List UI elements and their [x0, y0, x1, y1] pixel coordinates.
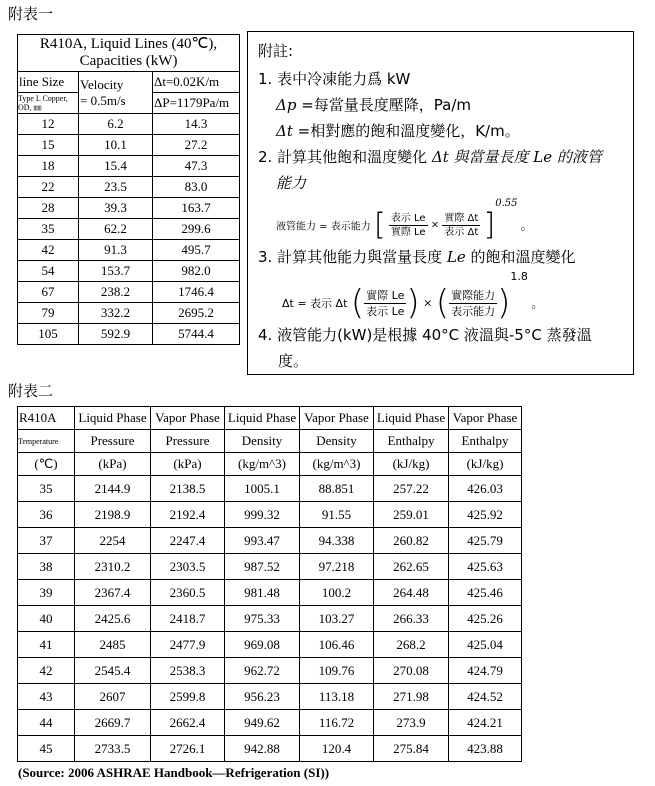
table-cell: 45: [18, 736, 75, 762]
frac-den-le: 實際 Le: [390, 226, 426, 238]
table-cell: 975.33: [225, 606, 300, 632]
table-cell: 268.2: [374, 632, 449, 658]
table-cell: 425.92: [449, 502, 522, 528]
table-cell-cap: 5744.4: [153, 324, 240, 345]
table-cell: 2599.8: [151, 684, 225, 710]
table-cell: 116.72: [300, 710, 374, 736]
table-cell: 2367.4: [75, 580, 151, 606]
header-cell: Pressure: [151, 430, 225, 453]
table-cell: 106.46: [300, 632, 374, 658]
header-row: [18, 407, 522, 430]
table-cell-cap: 299.6: [153, 219, 240, 240]
fraction-le-2: [364, 288, 406, 319]
r410a-properties-table: [17, 406, 522, 762]
table-cell: 120.4: [300, 736, 374, 762]
header-cell: Liquid Phase: [75, 407, 151, 430]
note-1-dt: [276, 120, 520, 141]
table-cell: 949.62: [225, 710, 300, 736]
table-cell-size: 22: [18, 177, 79, 198]
bracket-close: ]: [483, 207, 496, 243]
table-cell-velocity: 6.2: [79, 114, 153, 135]
table-cell-size: 105: [18, 324, 79, 345]
formula-1-end: 。: [520, 218, 533, 233]
table-cell: 969.08: [225, 632, 300, 658]
table-cell-size: 67: [18, 282, 79, 303]
table-row: [18, 684, 522, 710]
table1-title: R410A, Liquid Lines (40℃), Capacities (kW): [18, 35, 240, 72]
dp-text: =每當量長度壓降，Pa/m: [296, 96, 472, 114]
table-cell: 275.84: [374, 736, 449, 762]
table-cell-cap: 495.7: [153, 240, 240, 261]
table-cell-size: 28: [18, 198, 79, 219]
table-cell: 273.9: [374, 710, 449, 736]
times-sign-2: ×: [423, 296, 433, 310]
header-cell: (kPa): [151, 453, 225, 476]
table-cell: 2425.6: [75, 606, 151, 632]
header-cell: Temperature: [18, 430, 75, 453]
header-row: [18, 430, 522, 453]
header-cell: Density: [225, 430, 300, 453]
table-row: [18, 554, 522, 580]
table-cell: 981.48: [225, 580, 300, 606]
note-2-b: Δt 與當量長度 Le 的液管: [431, 148, 602, 166]
fraction-cap: [449, 288, 497, 319]
table-cell: 270.08: [374, 658, 449, 684]
table-cell: 987.52: [225, 554, 300, 580]
col-line-size: line Size: [18, 72, 79, 93]
table-row: [18, 198, 240, 219]
bracket-open: [: [373, 207, 386, 243]
table-cell: 2538.3: [151, 658, 225, 684]
header-cell: Pressure: [75, 430, 151, 453]
dt-text: =相對應的飽和溫度變化，K/m。: [292, 122, 520, 140]
table-cell: 2144.9: [75, 476, 151, 502]
table-cell-cap: 2695.2: [153, 303, 240, 324]
table-cell: 993.47: [225, 528, 300, 554]
table-cell: 2360.5: [151, 580, 225, 606]
paren-open-2: (: [435, 283, 450, 323]
fraction-le: [389, 212, 428, 239]
table-cell: 97.218: [300, 554, 374, 580]
table-row: [18, 606, 522, 632]
frac2-den-cap: 表示能力: [451, 304, 496, 318]
table-row: [18, 580, 522, 606]
table-row: [18, 240, 240, 261]
header-cell: R410A: [18, 407, 75, 430]
table-cell-velocity: 592.9: [79, 324, 153, 345]
table-cell: 88.851: [300, 476, 374, 502]
table-row: [18, 476, 522, 502]
header-cell: Density: [300, 430, 374, 453]
table-cell: 2607: [75, 684, 151, 710]
header-cell: (kPa): [75, 453, 151, 476]
note-3-b: Le: [446, 248, 466, 266]
table-row: [18, 632, 522, 658]
heading-appendix-2: 附表二: [8, 382, 54, 400]
header-cell: Vapor Phase: [151, 407, 225, 430]
note-2-a: 2. 計算其他飽和溫度變化: [258, 148, 432, 166]
table-cell: 100.2: [300, 580, 374, 606]
table-row: [18, 736, 522, 762]
table-cell: 91.55: [300, 502, 374, 528]
formula-2-lhs: Δt = 表示 Δt: [282, 297, 348, 310]
exponent-18: 1.8: [510, 270, 528, 283]
table-cell: 1005.1: [225, 476, 300, 502]
header-row: [18, 453, 522, 476]
col-subtitle: Type L Copper, OD, ㎜: [18, 93, 79, 114]
col-velocity: [79, 72, 153, 114]
table-row: [18, 528, 522, 554]
table-cell: 37: [18, 528, 75, 554]
table-cell: 424.79: [449, 658, 522, 684]
note-4-b: 度。: [278, 352, 309, 370]
note-1-dp: [276, 94, 471, 115]
frac2-num-le: 實際 Le: [366, 288, 405, 302]
table-cell: 2192.4: [151, 502, 225, 528]
table-cell: 43: [18, 684, 75, 710]
header-cell: Enthalpy: [374, 430, 449, 453]
notes-title: 附註:: [258, 42, 294, 60]
table-cell: 942.88: [225, 736, 300, 762]
notes-box: [247, 31, 634, 375]
table-cell-cap: 1746.4: [153, 282, 240, 303]
table-cell: 425.63: [449, 554, 522, 580]
table-cell-size: 42: [18, 240, 79, 261]
paren-close-1: ): [406, 283, 420, 323]
table-cell: 2303.5: [151, 554, 225, 580]
table-row: [18, 303, 240, 324]
fraction-dt: [442, 212, 480, 239]
table-cell: 2545.4: [75, 658, 151, 684]
table-cell: 103.27: [300, 606, 374, 632]
header-cell: Vapor Phase: [449, 407, 522, 430]
table-cell: 2485: [75, 632, 151, 658]
heading-appendix-1: 附表一: [8, 5, 54, 23]
table-cell: 2310.2: [75, 554, 151, 580]
table-cell: 35: [18, 476, 75, 502]
header-cell: (kJ/kg): [449, 453, 522, 476]
table-cell: 962.72: [225, 658, 300, 684]
header-cell: Vapor Phase: [300, 407, 374, 430]
table-row: [18, 135, 240, 156]
table-cell: 999.32: [225, 502, 300, 528]
header-cell: (kg/m^3): [300, 453, 374, 476]
table-cell: 424.52: [449, 684, 522, 710]
table-cell: 956.23: [225, 684, 300, 710]
table-cell: 2418.7: [151, 606, 225, 632]
table-cell: 36: [18, 502, 75, 528]
table-cell-velocity: 10.1: [79, 135, 153, 156]
table-cell: 39: [18, 580, 75, 606]
liquid-line-capacity-table: [17, 34, 240, 345]
table-row: [18, 114, 240, 135]
table-cell: 266.33: [374, 606, 449, 632]
table-cell-size: 79: [18, 303, 79, 324]
col-velocity-line1: Velocity: [80, 76, 124, 92]
table-cell: 423.88: [449, 736, 522, 762]
table-cell: 113.18: [300, 684, 374, 710]
header-cell: (kJ/kg): [374, 453, 449, 476]
table-row: [18, 710, 522, 736]
frac2-num-cap: 實際能力: [451, 288, 496, 302]
table-cell: 2662.4: [151, 710, 225, 736]
table-cell: 2198.9: [75, 502, 151, 528]
table-cell: 2669.7: [75, 710, 151, 736]
table-cell-velocity: 238.2: [79, 282, 153, 303]
table-cell: 260.82: [374, 528, 449, 554]
header-cell: Liquid Phase: [225, 407, 300, 430]
table-row: [18, 282, 240, 303]
times-sign: ×: [430, 219, 440, 231]
table2-body: [18, 407, 522, 762]
table-cell-size: 35: [18, 219, 79, 240]
note-2: [258, 146, 602, 167]
table-cell-velocity: 62.2: [79, 219, 153, 240]
table-cell-velocity: 39.3: [79, 198, 153, 219]
table-cell: 2254: [75, 528, 151, 554]
note-2-c: 能力: [276, 174, 307, 192]
table-row: [18, 658, 522, 684]
table1-body: [18, 114, 240, 345]
formula-2-end: 。: [531, 296, 544, 311]
table-cell: 2726.1: [151, 736, 225, 762]
table-row: [18, 502, 522, 528]
header-cell: Enthalpy: [449, 430, 522, 453]
table-cell: 264.48: [374, 580, 449, 606]
table-row: [18, 219, 240, 240]
table-cell: 271.98: [374, 684, 449, 710]
table-row: [18, 156, 240, 177]
table-cell: 426.03: [449, 476, 522, 502]
table-cell: 425.04: [449, 632, 522, 658]
table-cell-cap: 83.0: [153, 177, 240, 198]
table-cell-velocity: 15.4: [79, 156, 153, 177]
table-cell: 38: [18, 554, 75, 580]
table-cell-cap: 47.3: [153, 156, 240, 177]
table-cell-size: 18: [18, 156, 79, 177]
table-row: [18, 177, 240, 198]
table-cell: 262.65: [374, 554, 449, 580]
formula-1: [276, 198, 533, 243]
formula-1-lhs: 液管能力 = 表示能力: [276, 221, 371, 233]
header-cell: (kg/m^3): [225, 453, 300, 476]
table-cell: 424.21: [449, 710, 522, 736]
table-cell-size: 54: [18, 261, 79, 282]
table-cell: 2247.4: [151, 528, 225, 554]
table-cell: 425.46: [449, 580, 522, 606]
exponent-055: 0.55: [495, 198, 518, 209]
table-cell: 44: [18, 710, 75, 736]
note-1: 1. 表中冷凍能力爲 kW: [258, 70, 411, 88]
table-cell: 41: [18, 632, 75, 658]
table-cell: 2733.5: [75, 736, 151, 762]
table-row: [18, 261, 240, 282]
header-cell: (℃): [18, 453, 75, 476]
table-cell-size: 15: [18, 135, 79, 156]
formula-2: [282, 270, 543, 323]
frac2-den-le: 表示 Le: [366, 304, 405, 318]
frac-num-le: 表示 Le: [390, 212, 426, 224]
table-cell: 425.79: [449, 528, 522, 554]
table-cell: 425.26: [449, 606, 522, 632]
table-cell-velocity: 153.7: [79, 261, 153, 282]
col-delta-t: Δt=0.02K/m: [153, 72, 240, 93]
header-cell: Liquid Phase: [374, 407, 449, 430]
table-row: [18, 324, 240, 345]
table-cell: 2138.5: [151, 476, 225, 502]
table-cell-size: 12: [18, 114, 79, 135]
note-3-a: 3. 計算其他能力與當量長度: [258, 248, 447, 266]
col-velocity-line2: = 0.5m/s: [80, 92, 126, 108]
col-delta-p: ΔP=1179Pa/m: [153, 93, 240, 114]
table-cell-cap: 14.3: [153, 114, 240, 135]
table-cell: 109.76: [300, 658, 374, 684]
frac-den-dt: 表示 Δt: [444, 226, 479, 238]
dt-symbol: Δt: [276, 122, 293, 140]
table-cell-velocity: 332.2: [79, 303, 153, 324]
dp-symbol: Δp: [276, 96, 297, 114]
table-cell: 259.01: [374, 502, 449, 528]
paren-open-1: (: [350, 283, 365, 323]
table-cell-velocity: 23.5: [79, 177, 153, 198]
frac-num-dt: 實際 Δt: [444, 212, 479, 224]
table-cell: 257.22: [374, 476, 449, 502]
table-cell-cap: 982.0: [153, 261, 240, 282]
note-4-a: 4. 液管能力(kW)是根據 40°C 液溫與-5°C 蒸發溫: [258, 326, 592, 344]
paren-close-2: ): [497, 283, 511, 323]
table-cell-cap: 163.7: [153, 198, 240, 219]
table-cell: 42: [18, 658, 75, 684]
table-cell: 40: [18, 606, 75, 632]
note-3: [258, 246, 575, 267]
table-cell-velocity: 91.3: [79, 240, 153, 261]
note-3-c: 的飽和溫度變化: [465, 248, 576, 266]
source-citation: (Source: 2006 ASHRAE Handbook—Refrigeration (SI)): [18, 765, 330, 780]
table-cell-cap: 27.2: [153, 135, 240, 156]
table-cell: 94.338: [300, 528, 374, 554]
table-cell: 2477.9: [151, 632, 225, 658]
